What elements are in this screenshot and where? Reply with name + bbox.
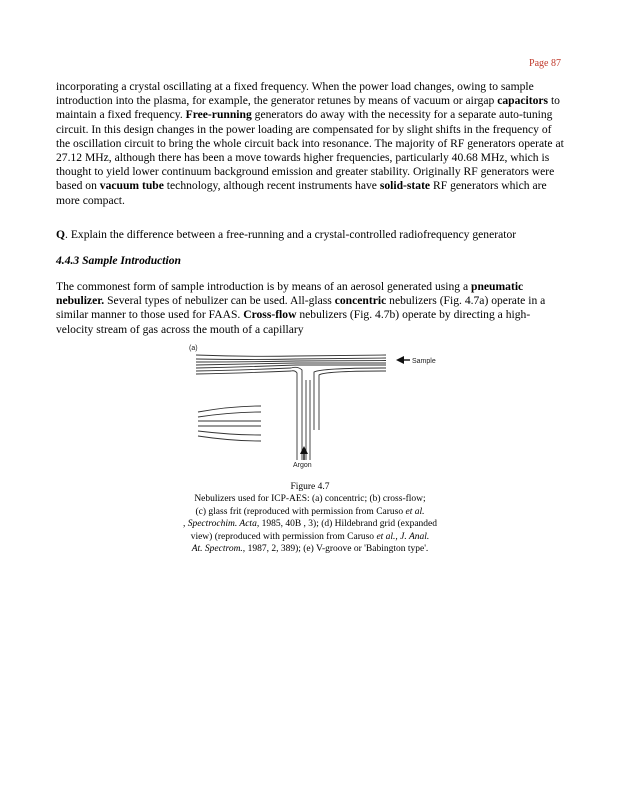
page-number: Page 87 — [529, 58, 561, 69]
caption-text: view) (reproduced with permission from Caruso — [190, 531, 377, 542]
bold-term-concentric: concentric — [334, 294, 387, 308]
bold-term-vacuum-tube: vacuum tube — [99, 179, 164, 193]
question-label: Q — [56, 228, 66, 241]
sample-arrow — [396, 356, 404, 364]
caption-italic: et al., J. Anal. — [376, 531, 430, 542]
text-run: incorporating a crystal oscillating at a fixed frequency. When the power load changes, owing to sample introduction into the plasma, for example, the generator retunes by means of vacuum or airgap — [56, 80, 534, 108]
text-run: The commonest form of sample introduction is by means of an aerosol generated using a — [56, 280, 472, 293]
caption-line — [150, 518, 470, 530]
caption-italic: et al. — [405, 506, 425, 517]
bold-term-cross-flow: Cross-flow — [243, 308, 297, 322]
caption-text: 1987, 2, 389); (e) V-groove or 'Babington type'. — [245, 544, 429, 555]
figure-panel-label: (a) — [189, 345, 198, 352]
bold-term-free-running: Free-running — [185, 108, 252, 122]
text-run: RF generators which are more compact. — [56, 179, 547, 207]
concentric-nebulizer-tip-drawing — [198, 406, 261, 441]
argon-arrow — [300, 446, 308, 454]
text-run: nebulizers (Fig. 4.7b) operate by directing a high-velocity stream of gas across the mouth of a capillary — [56, 308, 531, 336]
caption-text: 1985, 40B , 3); (d) Hildebrand grid (expanded — [259, 519, 438, 530]
section-heading: 4.4.3 Sample Introduction — [56, 254, 181, 267]
body-paragraph-rf-generators — [56, 80, 564, 208]
sample-label: Sample — [412, 358, 436, 365]
text-run: Several types of nebulizer can be used. All-glass — [104, 294, 335, 308]
concentric-nebulizer-drawing — [196, 355, 386, 460]
question-paragraph — [56, 228, 564, 242]
caption-text: (c) glass frit (reproduced with permission from Caruso — [195, 506, 406, 517]
argon-label: Argon — [293, 462, 312, 469]
caption-italic: At. Spectrom., — [191, 544, 246, 555]
bold-term-solid-state: solid-state — [379, 179, 431, 193]
body-paragraph-sample-introduction — [56, 280, 564, 337]
bold-term-capacitors: capacitors — [497, 94, 549, 108]
caption-italic: , Spectrochim. Acta, — [182, 519, 260, 530]
bold-term-pneumatic-nebulizer: pneumatic nebulizer. — [56, 280, 524, 308]
figure-caption — [150, 481, 470, 555]
text-run: generators do away with the necessity for a separate auto-tuning circuit. In this design changes in the power loading are compensated for by slight shifts in the frequency of the oscillation circuit to bring the whole circuit back into resonance. The majority of RF generators operate at 27.12 MHz, although there has been a move towards higher frequencies, particularly 40.68 MHz, which is thought to yield lower continuum background emission and greater stability. Originally RF generators were based on — [56, 108, 564, 193]
figure-title: Figure 4.7 — [290, 482, 330, 492]
nebulizer-figure — [186, 340, 436, 470]
caption-line — [150, 506, 470, 518]
text-run: technology, although recent instruments have — [163, 179, 380, 193]
caption-line — [150, 543, 470, 555]
text-run: nebulizers (Fig. 4.7a) operate in a similar manner to those used for FAAS. — [56, 294, 546, 322]
question-text: . Explain the difference between a free-running and a crystal-controlled radiofrequency generator — [65, 228, 517, 241]
caption-line: Nebulizers used for ICP-AES: (a) concentric; (b) cross-flow; — [194, 494, 426, 505]
text-run: to maintain a fixed frequency. — [56, 94, 560, 122]
caption-line — [150, 531, 470, 543]
